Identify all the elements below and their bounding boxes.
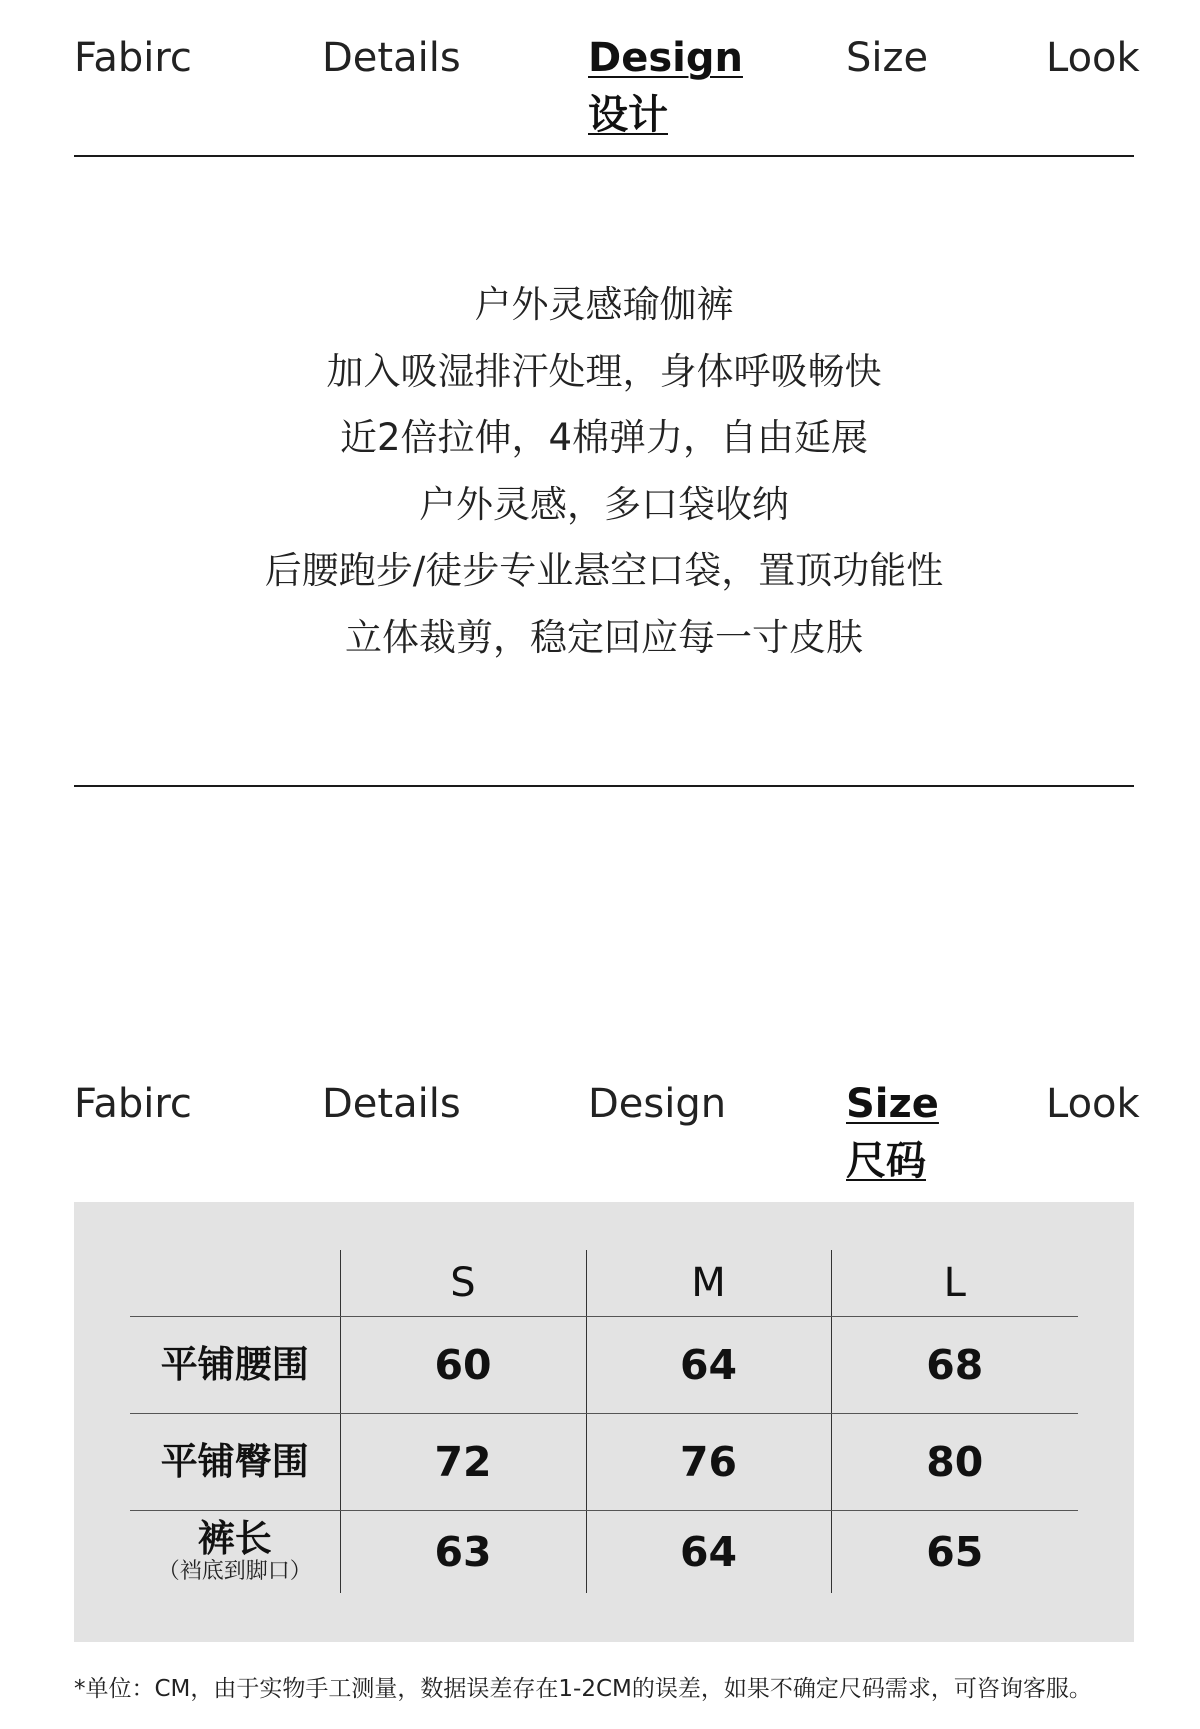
table-row [130,1511,1078,1594]
row-label-note: （裆底到脚口） [157,1559,312,1584]
design-line: 户外灵感瑜伽裤 [474,283,734,326]
table-cell: 65 [831,1511,1078,1594]
tab-details[interactable]: Details [322,35,461,81]
tab-size[interactable] [846,1076,939,1190]
row-label-hip [130,1414,340,1511]
size-table [130,1250,1078,1593]
nav-bottom [74,1076,1140,1196]
table-cell: 76 [586,1414,831,1511]
row-label-waist [130,1317,340,1414]
size-header-l: L [831,1250,1078,1317]
design-line: 后腰跑步/徒步专业悬空口袋，置顶功能性 [264,549,944,592]
table-cell: 60 [340,1317,586,1414]
row-label-length [130,1511,340,1594]
row-label-text: 平铺腰围 [160,1343,309,1386]
row-label-text: 平铺臀围 [160,1440,309,1483]
table-cell: 80 [831,1414,1078,1511]
tab-size[interactable]: Size [846,35,929,81]
tab-fabirc[interactable]: Fabirc [74,35,192,81]
size-footnote: *单位：CM，由于实物手工测量，数据误差存在1-2CM的误差，如果不确定尺码需求，可咨询客服。 [74,1676,1092,1702]
nav-top [74,30,1140,150]
tab-design[interactable] [588,30,743,144]
size-header-row [130,1250,1078,1317]
design-line: 立体裁剪，稳定回应每一寸皮肤 [345,615,863,659]
tab-design[interactable]: Design [588,1081,727,1127]
size-header-s: S [340,1250,586,1317]
divider-middle [74,785,1134,787]
divider-top [74,155,1134,157]
size-header-m: M [586,1250,831,1317]
tab-design-sub-label: 设计 [588,92,668,138]
tab-fabirc[interactable]: Fabirc [74,1081,192,1127]
tab-design-label: Design [588,35,743,81]
table-row [130,1414,1078,1511]
design-line: 户外灵感，多口袋收纳 [419,482,789,526]
table-cell: 63 [340,1511,586,1594]
size-chart-panel [74,1202,1134,1642]
table-cell: 64 [586,1317,831,1414]
design-description [74,272,1134,671]
tab-size-sub-label: 尺码 [846,1138,926,1184]
row-label-text: 裤长 [197,1517,272,1560]
tab-look[interactable]: Look [1046,1081,1140,1127]
tab-look[interactable]: Look [1046,35,1140,81]
table-cell: 68 [831,1317,1078,1414]
table-cell: 64 [586,1511,831,1594]
design-line: 近2倍拉伸，4棉弹力，自由延展 [339,416,869,459]
table-cell: 72 [340,1414,586,1511]
tab-size-label: Size [846,1081,939,1127]
header-corner [130,1250,340,1317]
table-row [130,1317,1078,1414]
tab-details[interactable]: Details [322,1081,461,1127]
design-line: 加入吸湿排汗处理，身体呼吸畅快 [326,349,882,393]
